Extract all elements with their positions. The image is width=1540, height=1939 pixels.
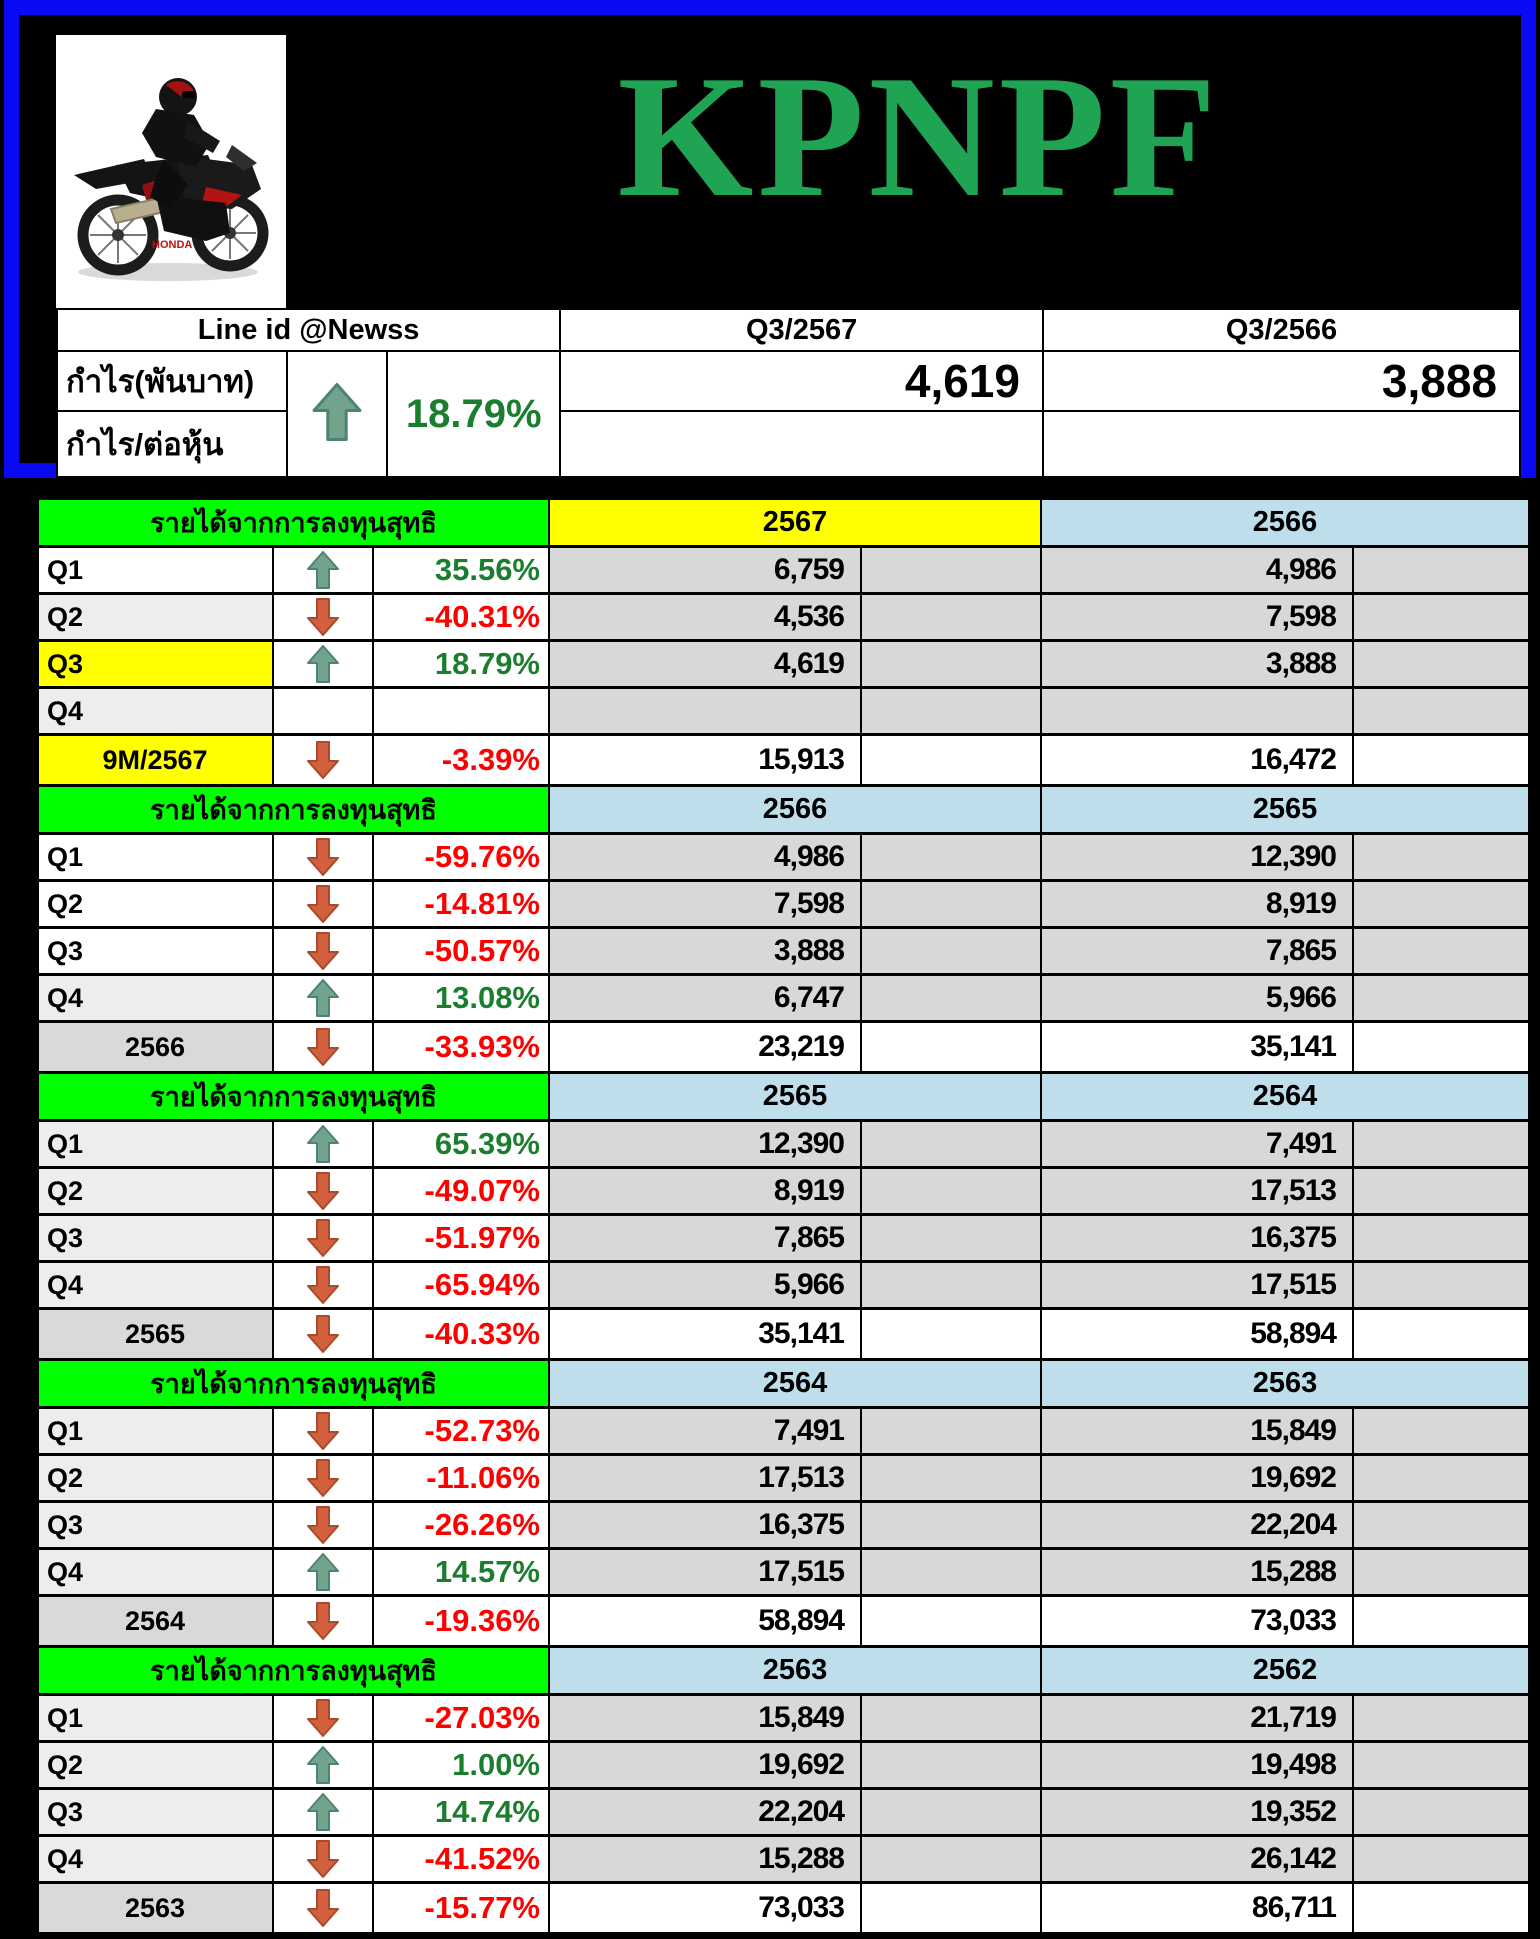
year1-value-cell: 7,598 [549, 881, 861, 928]
down-arrow-icon [306, 931, 340, 971]
period-label-cell: 9M/2567 [38, 735, 273, 786]
eps-row-label: กำไร/ต่อหุ้น [57, 411, 287, 477]
fund-title: KPNPF [617, 39, 1221, 233]
period-label-cell: Q1 [38, 547, 273, 594]
year2-value-cell: 17,515 [1041, 1262, 1353, 1309]
period-label-cell: Q4 [38, 1262, 273, 1309]
down-arrow-icon [306, 1314, 340, 1354]
year2-value-cell: 15,849 [1041, 1408, 1353, 1455]
up-arrow-icon [306, 1792, 340, 1832]
trend-arrow-cell [273, 1262, 373, 1309]
period-label-cell: Q3 [38, 1215, 273, 1262]
year2-spacer-cell [1353, 1022, 1529, 1073]
year2-value-cell: 7,491 [1041, 1121, 1353, 1168]
year2-value-cell: 86,711 [1041, 1883, 1353, 1934]
table-row [38, 1502, 1529, 1549]
table-row [38, 1262, 1529, 1309]
year2-value-cell: 5,966 [1041, 975, 1353, 1022]
period-label-cell: Q2 [38, 1742, 273, 1789]
year2-spacer-cell [1353, 1408, 1529, 1455]
up-arrow-icon [306, 1745, 340, 1785]
table-row [38, 975, 1529, 1022]
down-arrow-icon [306, 1458, 340, 1498]
year2-value-cell: 26,142 [1041, 1836, 1353, 1883]
up-arrow-icon [306, 1552, 340, 1592]
year2-spacer-cell [1353, 1549, 1529, 1596]
period-label-cell: Q4 [38, 1549, 273, 1596]
year2-spacer-cell [1353, 1455, 1529, 1502]
year2-value-cell: 16,472 [1041, 735, 1353, 786]
period-label-cell: 2564 [38, 1596, 273, 1647]
year1-spacer-cell [861, 1309, 1041, 1360]
up-arrow-icon [306, 978, 340, 1018]
down-arrow-icon [306, 1218, 340, 1258]
trend-arrow-cell [273, 594, 373, 641]
year2-value-cell: 17,513 [1041, 1168, 1353, 1215]
year1-header: 2564 [549, 1360, 1041, 1408]
year2-spacer-cell [1353, 1596, 1529, 1647]
table-row [38, 1596, 1529, 1647]
down-arrow-icon [306, 1411, 340, 1451]
year1-spacer-cell [861, 1502, 1041, 1549]
table-row [38, 1549, 1529, 1596]
year2-spacer-cell [1353, 881, 1529, 928]
down-arrow-icon [306, 597, 340, 637]
change-percent-cell: 18.79% [373, 641, 549, 688]
table-row [38, 1836, 1529, 1883]
change-percent-cell: -27.03% [373, 1695, 549, 1742]
year2-spacer-cell [1353, 1695, 1529, 1742]
section-header-row [38, 499, 1529, 547]
year2-spacer-cell [1353, 1309, 1529, 1360]
year1-spacer-cell [861, 1408, 1041, 1455]
section-header-row [38, 1073, 1529, 1121]
year2-spacer-cell [1353, 594, 1529, 641]
down-arrow-icon [306, 837, 340, 877]
down-arrow-icon [306, 884, 340, 924]
year2-spacer-cell [1353, 1215, 1529, 1262]
down-arrow-icon [306, 1171, 340, 1211]
profit-value-current: 4,619 [560, 351, 1043, 411]
year2-value-cell: 22,204 [1041, 1502, 1353, 1549]
year1-spacer-cell [861, 1455, 1041, 1502]
eps-value-current [560, 411, 1043, 477]
current-quarter-header: Q3/2567 [560, 309, 1043, 351]
table-row [38, 1215, 1529, 1262]
trend-arrow-cell [273, 1168, 373, 1215]
year1-header: 2563 [549, 1647, 1041, 1695]
period-label-cell: Q3 [38, 1789, 273, 1836]
year1-value-cell: 4,536 [549, 594, 861, 641]
table-row [38, 1408, 1529, 1455]
change-percent-cell: -19.36% [373, 1596, 549, 1647]
trend-arrow-cell [273, 1408, 373, 1455]
period-label-cell: Q3 [38, 641, 273, 688]
section-title: รายได้จากการลงทุนสุทธิ [38, 499, 549, 547]
year1-value-cell: 19,692 [549, 1742, 861, 1789]
table-row [38, 1121, 1529, 1168]
trend-arrow-cell [273, 1121, 373, 1168]
quarterly-comparison-table [37, 497, 1530, 1935]
change-percent-cell: -33.93% [373, 1022, 549, 1073]
period-label-cell: Q2 [38, 594, 273, 641]
year2-value-cell: 15,288 [1041, 1549, 1353, 1596]
year2-spacer-cell [1353, 641, 1529, 688]
change-percent-cell: 14.74% [373, 1789, 549, 1836]
period-label-cell: Q1 [38, 1121, 273, 1168]
year2-spacer-cell [1353, 1836, 1529, 1883]
year2-spacer-cell [1353, 1502, 1529, 1549]
year1-spacer-cell [861, 1262, 1041, 1309]
year1-spacer-cell [861, 975, 1041, 1022]
year1-spacer-cell [861, 594, 1041, 641]
year1-spacer-cell [861, 881, 1041, 928]
year2-spacer-cell [1353, 975, 1529, 1022]
moto-brand-text: HONDA [152, 239, 193, 251]
motorcycle-image [56, 35, 286, 308]
table-row [38, 1695, 1529, 1742]
year1-spacer-cell [861, 1695, 1041, 1742]
trend-arrow-cell [273, 641, 373, 688]
year2-spacer-cell [1353, 1168, 1529, 1215]
change-percent-cell: -26.26% [373, 1502, 549, 1549]
year2-spacer-cell [1353, 1742, 1529, 1789]
table-row [38, 641, 1529, 688]
change-percent-cell: -50.57% [373, 928, 549, 975]
change-percent-cell: -3.39% [373, 735, 549, 786]
year1-value-cell: 15,913 [549, 735, 861, 786]
year2-value-cell: 35,141 [1041, 1022, 1353, 1073]
trend-arrow-cell [273, 688, 373, 735]
year1-value-cell: 58,894 [549, 1596, 861, 1647]
year1-spacer-cell [861, 1549, 1041, 1596]
down-arrow-icon [306, 1505, 340, 1545]
trend-arrow-cell [273, 1215, 373, 1262]
section-title: รายได้จากการลงทุนสุทธิ [38, 1073, 549, 1121]
up-arrow-icon [311, 380, 363, 444]
year1-value-cell: 17,515 [549, 1549, 861, 1596]
table-row [38, 1022, 1529, 1073]
table-row [38, 881, 1529, 928]
year1-value-cell: 15,288 [549, 1836, 861, 1883]
change-percent-cell: 35.56% [373, 547, 549, 594]
year2-value-cell: 7,865 [1041, 928, 1353, 975]
change-percent-cell: -59.76% [373, 834, 549, 881]
year1-value-cell: 35,141 [549, 1309, 861, 1360]
trend-arrow-cell [273, 1836, 373, 1883]
period-label-cell: Q4 [38, 1836, 273, 1883]
table-row [38, 594, 1529, 641]
profit-summary-table [56, 308, 1521, 478]
year1-value-cell: 73,033 [549, 1883, 861, 1934]
period-label-cell: Q2 [38, 881, 273, 928]
period-label-cell: Q1 [38, 834, 273, 881]
period-label-cell: 2566 [38, 1022, 273, 1073]
change-percent-cell: -40.31% [373, 594, 549, 641]
year2-spacer-cell [1353, 1262, 1529, 1309]
section-title: รายได้จากการลงทุนสุทธิ [38, 1647, 549, 1695]
year2-spacer-cell [1353, 547, 1529, 594]
trend-arrow-cell [273, 1502, 373, 1549]
year1-spacer-cell [861, 1836, 1041, 1883]
change-percent-cell: -14.81% [373, 881, 549, 928]
year2-header: 2566 [1041, 499, 1529, 547]
period-label-cell: Q2 [38, 1168, 273, 1215]
year2-value-cell: 7,598 [1041, 594, 1353, 641]
down-arrow-icon [306, 1265, 340, 1305]
year1-value-cell: 22,204 [549, 1789, 861, 1836]
year2-value-cell [1041, 688, 1353, 735]
year2-value-cell: 19,692 [1041, 1455, 1353, 1502]
year1-spacer-cell [861, 1742, 1041, 1789]
trend-arrow-cell [273, 1695, 373, 1742]
period-label-cell: Q1 [38, 1695, 273, 1742]
down-arrow-icon [306, 1888, 340, 1928]
change-percent-cell: -49.07% [373, 1168, 549, 1215]
period-label-cell: 2563 [38, 1883, 273, 1934]
change-percent-cell: 1.00% [373, 1742, 549, 1789]
year2-spacer-cell [1353, 735, 1529, 786]
year1-value-cell: 6,747 [549, 975, 861, 1022]
trend-arrow-cell [273, 928, 373, 975]
year1-value-cell: 5,966 [549, 1262, 861, 1309]
year2-value-cell: 4,986 [1041, 547, 1353, 594]
year1-value-cell: 6,759 [549, 547, 861, 594]
period-label-cell: Q3 [38, 1502, 273, 1549]
section-title: รายได้จากการลงทุนสุทธิ [38, 1360, 549, 1408]
year2-value-cell: 3,888 [1041, 641, 1353, 688]
trend-arrow-cell [273, 1022, 373, 1073]
up-arrow-icon [306, 550, 340, 590]
year1-value-cell: 3,888 [549, 928, 861, 975]
year1-value-cell: 17,513 [549, 1455, 861, 1502]
year1-value-cell: 23,219 [549, 1022, 861, 1073]
profit-value-prior: 3,888 [1043, 351, 1520, 411]
profit-row-label: กำไร(พันบาท) [57, 351, 287, 411]
year1-value-cell: 7,491 [549, 1408, 861, 1455]
year1-spacer-cell [861, 735, 1041, 786]
year1-value-cell: 12,390 [549, 1121, 861, 1168]
trend-arrow-cell [273, 1789, 373, 1836]
up-arrow-icon [306, 644, 340, 684]
year1-header: 2565 [549, 1073, 1041, 1121]
section-title: รายได้จากการลงทุนสุทธิ [38, 786, 549, 834]
year2-value-cell: 8,919 [1041, 881, 1353, 928]
table-row [38, 928, 1529, 975]
down-arrow-icon [306, 1839, 340, 1879]
change-percent-cell: -40.33% [373, 1309, 549, 1360]
trend-arrow-cell [273, 834, 373, 881]
change-percent-cell: -52.73% [373, 1408, 549, 1455]
year2-spacer-cell [1353, 688, 1529, 735]
year2-header: 2564 [1041, 1073, 1529, 1121]
year1-value-cell: 8,919 [549, 1168, 861, 1215]
change-percent: 18.79% [387, 351, 560, 477]
year2-header: 2565 [1041, 786, 1529, 834]
trend-arrow-cell [273, 547, 373, 594]
year1-value-cell: 4,619 [549, 641, 861, 688]
period-label-cell: Q3 [38, 928, 273, 975]
table-row [38, 1742, 1529, 1789]
table-row [38, 735, 1529, 786]
year2-spacer-cell [1353, 834, 1529, 881]
year1-spacer-cell [861, 1215, 1041, 1262]
year1-spacer-cell [861, 641, 1041, 688]
period-label-cell: Q4 [38, 688, 273, 735]
trend-arrow-cell [273, 1883, 373, 1934]
year2-value-cell: 21,719 [1041, 1695, 1353, 1742]
table-row [38, 1883, 1529, 1934]
down-arrow-icon [306, 1601, 340, 1641]
period-label-cell: Q1 [38, 1408, 273, 1455]
change-percent-cell: -11.06% [373, 1455, 549, 1502]
year2-value-cell: 19,498 [1041, 1742, 1353, 1789]
section-header-row [38, 1647, 1529, 1695]
trend-arrow-cell [273, 975, 373, 1022]
year1-spacer-cell [861, 1168, 1041, 1215]
change-percent-cell: -15.77% [373, 1883, 549, 1934]
year2-header: 2562 [1041, 1647, 1529, 1695]
change-percent-cell: 13.08% [373, 975, 549, 1022]
year1-value-cell [549, 688, 861, 735]
table-row [38, 1168, 1529, 1215]
year1-header: 2567 [549, 499, 1041, 547]
trend-arrow-cell [287, 351, 388, 477]
trend-arrow-cell [273, 1309, 373, 1360]
year1-spacer-cell [861, 1022, 1041, 1073]
table-row [38, 834, 1529, 881]
year1-spacer-cell [861, 1121, 1041, 1168]
year1-spacer-cell [861, 1789, 1041, 1836]
trend-arrow-cell [273, 881, 373, 928]
down-arrow-icon [306, 1698, 340, 1738]
eps-value-prior [1043, 411, 1520, 477]
change-percent-cell: 14.57% [373, 1549, 549, 1596]
trend-arrow-cell [273, 1455, 373, 1502]
year1-header: 2566 [549, 786, 1041, 834]
change-percent-cell: -41.52% [373, 1836, 549, 1883]
period-label-cell: 2565 [38, 1309, 273, 1360]
period-label-cell: Q4 [38, 975, 273, 1022]
trend-arrow-cell [273, 1549, 373, 1596]
change-percent-cell: 65.39% [373, 1121, 549, 1168]
year1-spacer-cell [861, 688, 1041, 735]
section-header-row [38, 786, 1529, 834]
table-row [38, 547, 1529, 594]
year1-spacer-cell [861, 547, 1041, 594]
section-header-row [38, 1360, 1529, 1408]
year1-spacer-cell [861, 1596, 1041, 1647]
year2-spacer-cell [1353, 1883, 1529, 1934]
table-row [38, 1789, 1529, 1836]
top-frame [4, 0, 1536, 478]
up-arrow-icon [306, 1124, 340, 1164]
year2-spacer-cell [1353, 928, 1529, 975]
year2-value-cell: 12,390 [1041, 834, 1353, 881]
year1-value-cell: 4,986 [549, 834, 861, 881]
year2-header: 2563 [1041, 1360, 1529, 1408]
year1-value-cell: 16,375 [549, 1502, 861, 1549]
year1-spacer-cell [861, 1883, 1041, 1934]
table-row [38, 1455, 1529, 1502]
year1-value-cell: 15,849 [549, 1695, 861, 1742]
year2-value-cell: 16,375 [1041, 1215, 1353, 1262]
year1-spacer-cell [861, 834, 1041, 881]
change-percent-cell: -65.94% [373, 1262, 549, 1309]
year2-value-cell: 19,352 [1041, 1789, 1353, 1836]
down-arrow-icon [306, 1027, 340, 1067]
trend-arrow-cell [273, 1742, 373, 1789]
year2-spacer-cell [1353, 1121, 1529, 1168]
change-percent-cell [373, 688, 549, 735]
year2-value-cell: 58,894 [1041, 1309, 1353, 1360]
table-row [38, 688, 1529, 735]
period-label-cell: Q2 [38, 1455, 273, 1502]
year2-value-cell: 73,033 [1041, 1596, 1353, 1647]
change-percent-cell: -51.97% [373, 1215, 549, 1262]
down-arrow-icon [306, 740, 340, 780]
prior-quarter-header: Q3/2566 [1043, 309, 1520, 351]
table-row [38, 1309, 1529, 1360]
line-id-banner: Line id @Newss [57, 309, 560, 351]
year2-spacer-cell [1353, 1789, 1529, 1836]
trend-arrow-cell [273, 735, 373, 786]
motorcycle-illustration [56, 35, 286, 307]
year1-spacer-cell [861, 928, 1041, 975]
year1-value-cell: 7,865 [549, 1215, 861, 1262]
trend-arrow-cell [273, 1596, 373, 1647]
